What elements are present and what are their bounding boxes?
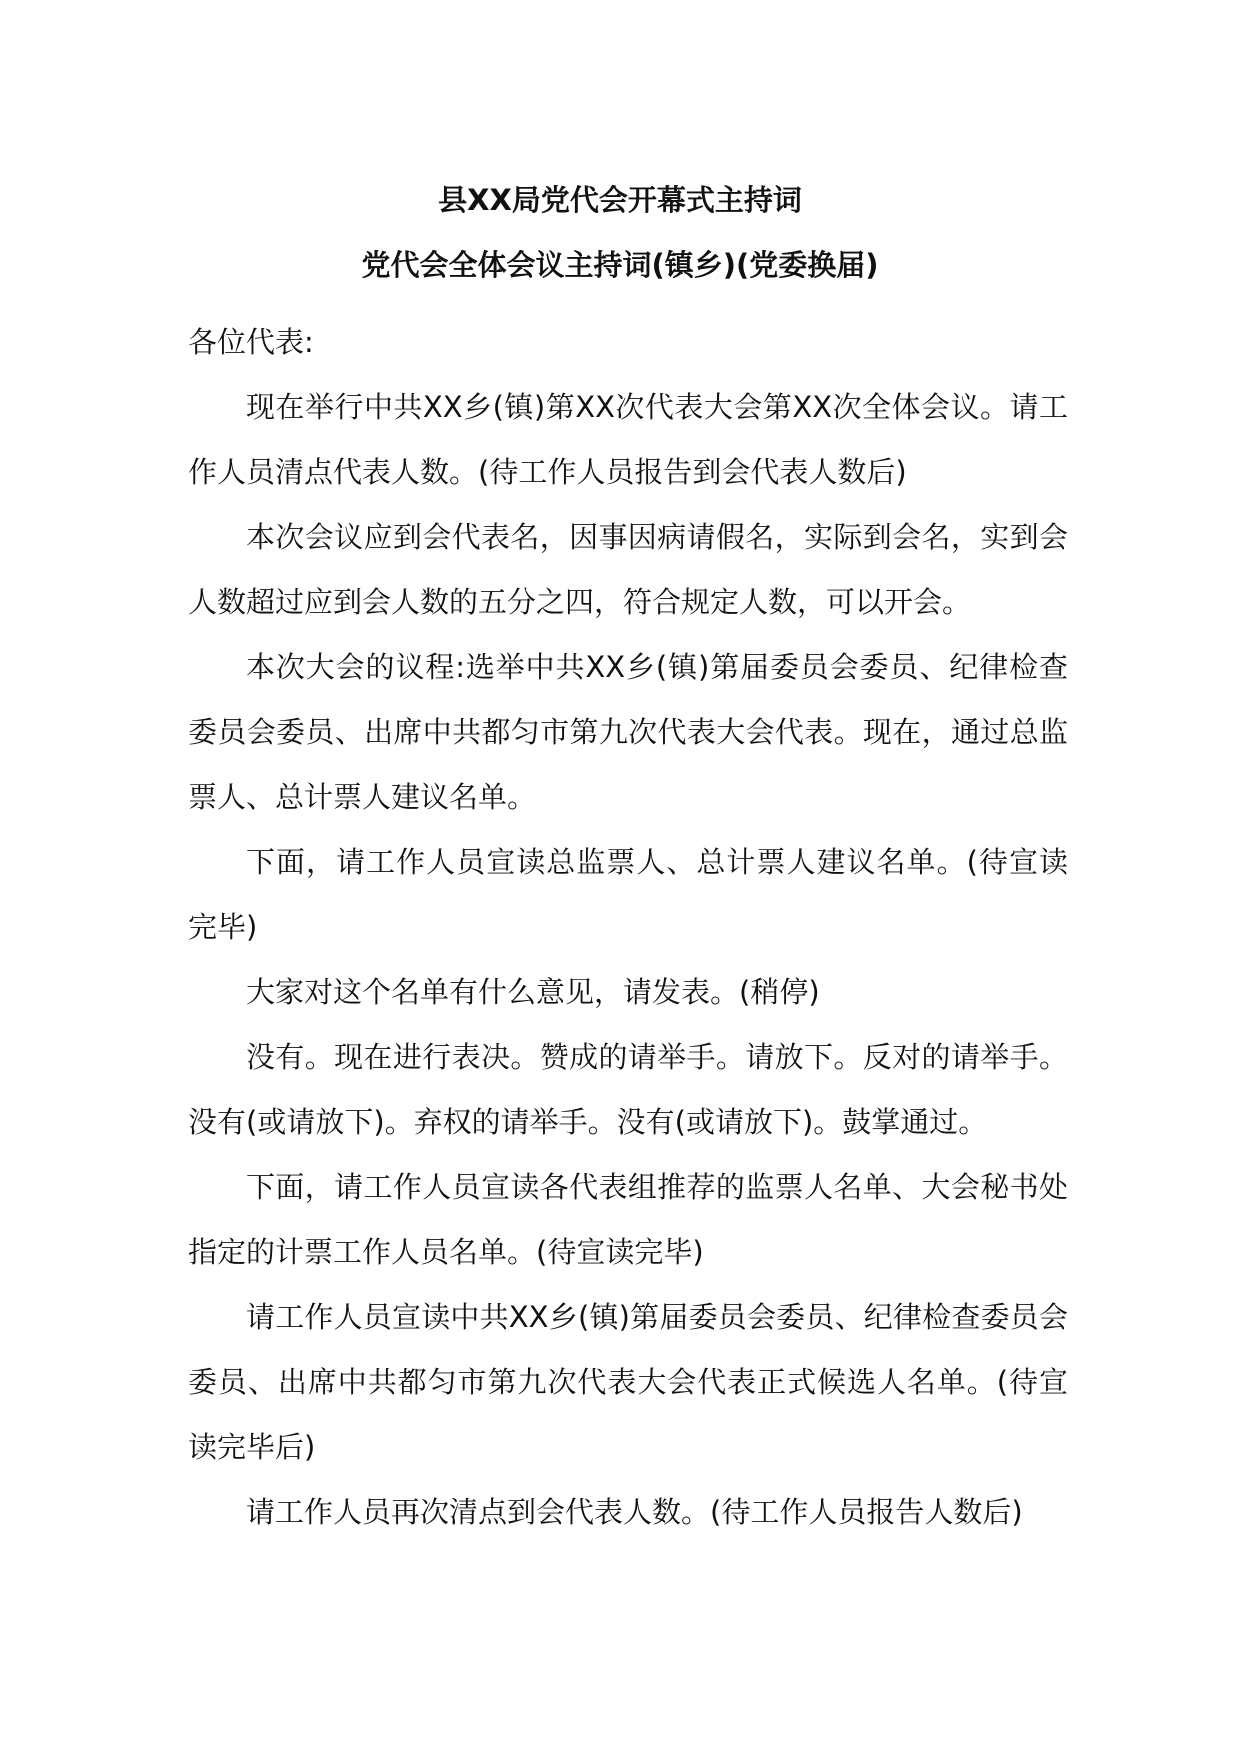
paragraph: 请工作人员再次清点到会代表人数。(待工作人员报告人数后) xyxy=(246,1495,1023,1529)
paragraph: 本次会议应到会代表名，因事因病请假名，实际到会名，实到会人数超过应到会人数的五分之四，符合规定人数，可以开会。 xyxy=(188,520,1068,619)
paragraph: 下面，请工作人员宣读各代表组推荐的监票人名单、大会秘书处指定的计票工作人员名单。(待宣读完毕) xyxy=(188,1170,1068,1269)
paragraph: 大家对这个名单有什么意见，请发表。(稍停) xyxy=(246,975,820,1009)
paragraph: 本次大会的议程:选举中共XX乡(镇)第届委员会委员、纪律检查委员会委员、出席中共都匀市第九次代表大会代表。现在，通过总监票人、总计票人建议名单。 xyxy=(188,650,1068,814)
paragraph: 下面，请工作人员宣读总监票人、总计票人建议名单。(待宣读完毕) xyxy=(188,845,1068,944)
salutation: 各位代表: xyxy=(188,325,314,359)
paragraph: 没有。现在进行表决。赞成的请举手。请放下。反对的请举手。没有(或请放下)。弃权的请举手。没有(或请放下)。鼓掌通过。 xyxy=(188,1040,1068,1139)
paragraph: 现在举行中共XX乡(镇)第XX次代表大会第XX次全体会议。请工作人员清点代表人数。(待工作人员报告到会代表人数后) xyxy=(188,390,1068,489)
document-title: 县XX局党代会开幕式主持词 xyxy=(438,183,802,217)
paragraph: 请工作人员宣读中共XX乡(镇)第届委员会委员、纪律检查委员会委员、出席中共都匀市第九次代表大会代表正式候选人名单。(待宣读完毕后) xyxy=(188,1300,1068,1464)
document-subtitle: 党代会全体会议主持词(镇乡)(党委换届) xyxy=(361,248,879,282)
document-body xyxy=(188,310,1068,1545)
